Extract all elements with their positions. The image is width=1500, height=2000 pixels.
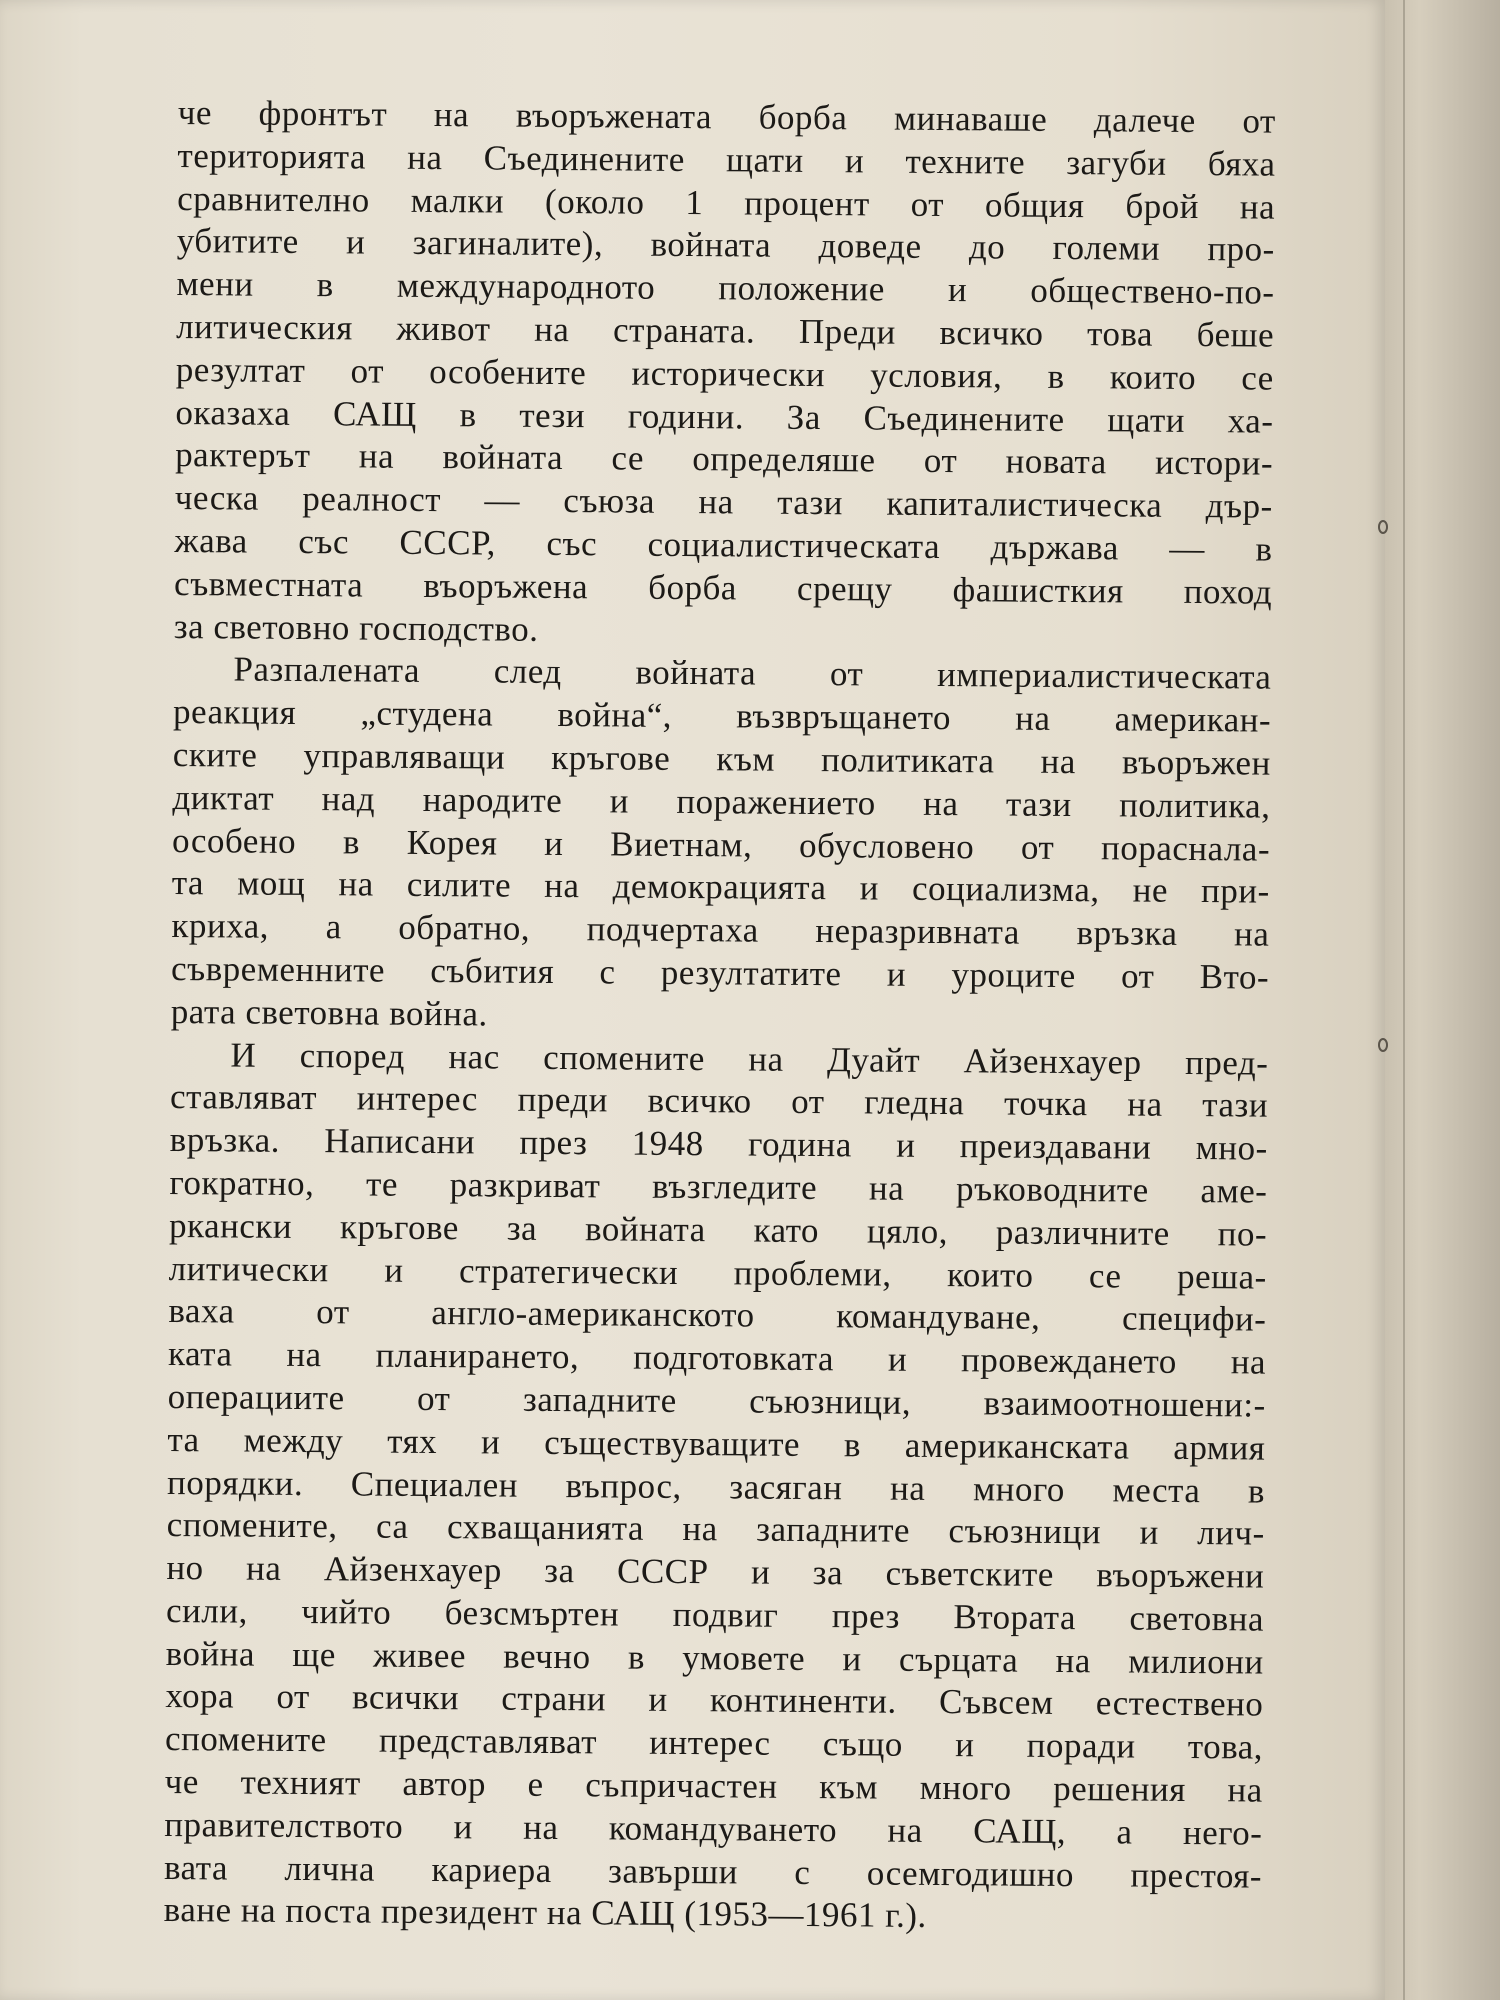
text-line: правителството и на командуването на САЩ, а него- [164, 1804, 1263, 1853]
text-line: ване на поста президент на САЩ (1953—1961 г.). [163, 1890, 927, 1936]
text-line: ческа реалност — съюза на тази капиталистическа дър- [174, 478, 1273, 526]
text-line: ставляват интерес преди всичко от гледна точка на тази [169, 1077, 1269, 1125]
text-line: рактерът на войната се определяше от новата истори- [174, 435, 1274, 483]
paragraph-1 [174, 92, 1276, 657]
paragraph-3 [164, 1034, 1269, 1941]
text-line: съвременните събития с резултатите и уроците от Вто- [170, 948, 1270, 997]
text-line: литическия живот на страната. Преди всичко това беше [176, 306, 1275, 355]
text-line: реакция „студена война“, възвръщането на американ- [172, 692, 1272, 740]
text-line: мени в международното положение и обществено-по- [176, 264, 1275, 312]
text-line: за световно господство. [173, 606, 539, 649]
text-line: съвместната въоръжена борба срещу фашисткия поход [173, 563, 1273, 612]
text-line: ркански кръгове за войната като цяло, различните по- [168, 1205, 1268, 1254]
text-line: сили, чийто безсмъртен подвиг през Втората световна [165, 1590, 1265, 1639]
text-line: рата световна война. [170, 991, 488, 1034]
text-line: убитите и загиналите), войната доведе до големи про- [176, 221, 1275, 270]
text-line: порядки. Специален въпрос, засяган на много места в [166, 1462, 1266, 1511]
text-line: резултат от особените исторически условия, в които се [175, 349, 1274, 398]
text-line: криха, а обратно, подчертаха неразривната връзка на [171, 906, 1270, 954]
text-line: та между тях и съществуващите в американската армия [167, 1419, 1266, 1468]
text-line: та мощ на силите на демокрацията и социализма, не при- [171, 863, 1270, 911]
text-line: сравнително малки (около 1 процент от общия брой на [177, 178, 1276, 227]
text-line: диктат над народите и поражението на тази политика, [172, 777, 1271, 826]
text-line: връзка. Написани през 1948 година и преиздавани мно- [169, 1120, 1268, 1168]
text-line: война ще живее вечно в умовете и сърцата на милиони [165, 1633, 1264, 1682]
text-line: че техният автор е съпричастен към много решения на [164, 1762, 1263, 1810]
text-line: операциите от западните съюзници, взаимоотношени:- [167, 1376, 1266, 1425]
text-line: спомените представляват интерес също и поради това, [164, 1719, 1264, 1767]
text-line: вата лична кариера завърши с осемгодишно престоя- [163, 1847, 1263, 1896]
text-line: оказаха САЩ в тези години. За Съединените щати ха- [175, 392, 1274, 441]
text-line: И според нас спомените на Дуайт Айзенхауер пред- [230, 1034, 1269, 1083]
text-line: литически и стратегически проблеми, които се реша- [168, 1248, 1267, 1297]
page-gutter [1385, 0, 1500, 2000]
text-line: гократно, те разкриват възгледите на ръководните аме- [169, 1162, 1268, 1211]
text-line: спомените, са схващанията на западните съюзници и лич- [166, 1505, 1265, 1553]
binding-thread-mark [1378, 520, 1388, 534]
page-text-block [164, 92, 1276, 1941]
text-line: но на Айзенхауер за СССР и за съветските въоръжени [166, 1548, 1265, 1596]
text-line: хора от всички страни и континенти. Съвсем естествено [165, 1676, 1264, 1725]
text-line: жава със СССР, със социалистическата държава — в [174, 520, 1273, 569]
text-line: ските управляващи кръгове към политиката на въоръжен [172, 734, 1271, 783]
text-line: ваха от англо-американското командуване, специфи- [168, 1291, 1267, 1339]
text-line: територията на Съединените щати и техните загуби бяха [177, 135, 1276, 184]
text-line: ката на планирането, подготовката и провеждането на [167, 1334, 1267, 1382]
paragraph-2 [171, 648, 1272, 1042]
text-line: че фронтът на въоръжената борба минаваше далече от [177, 92, 1276, 141]
text-line: Разпалената след войната от империалистическата [233, 649, 1272, 697]
text-line: особено в Корея и Виетнам, обусловено от пораснала- [171, 820, 1271, 869]
binding-thread-mark [1378, 1038, 1388, 1052]
